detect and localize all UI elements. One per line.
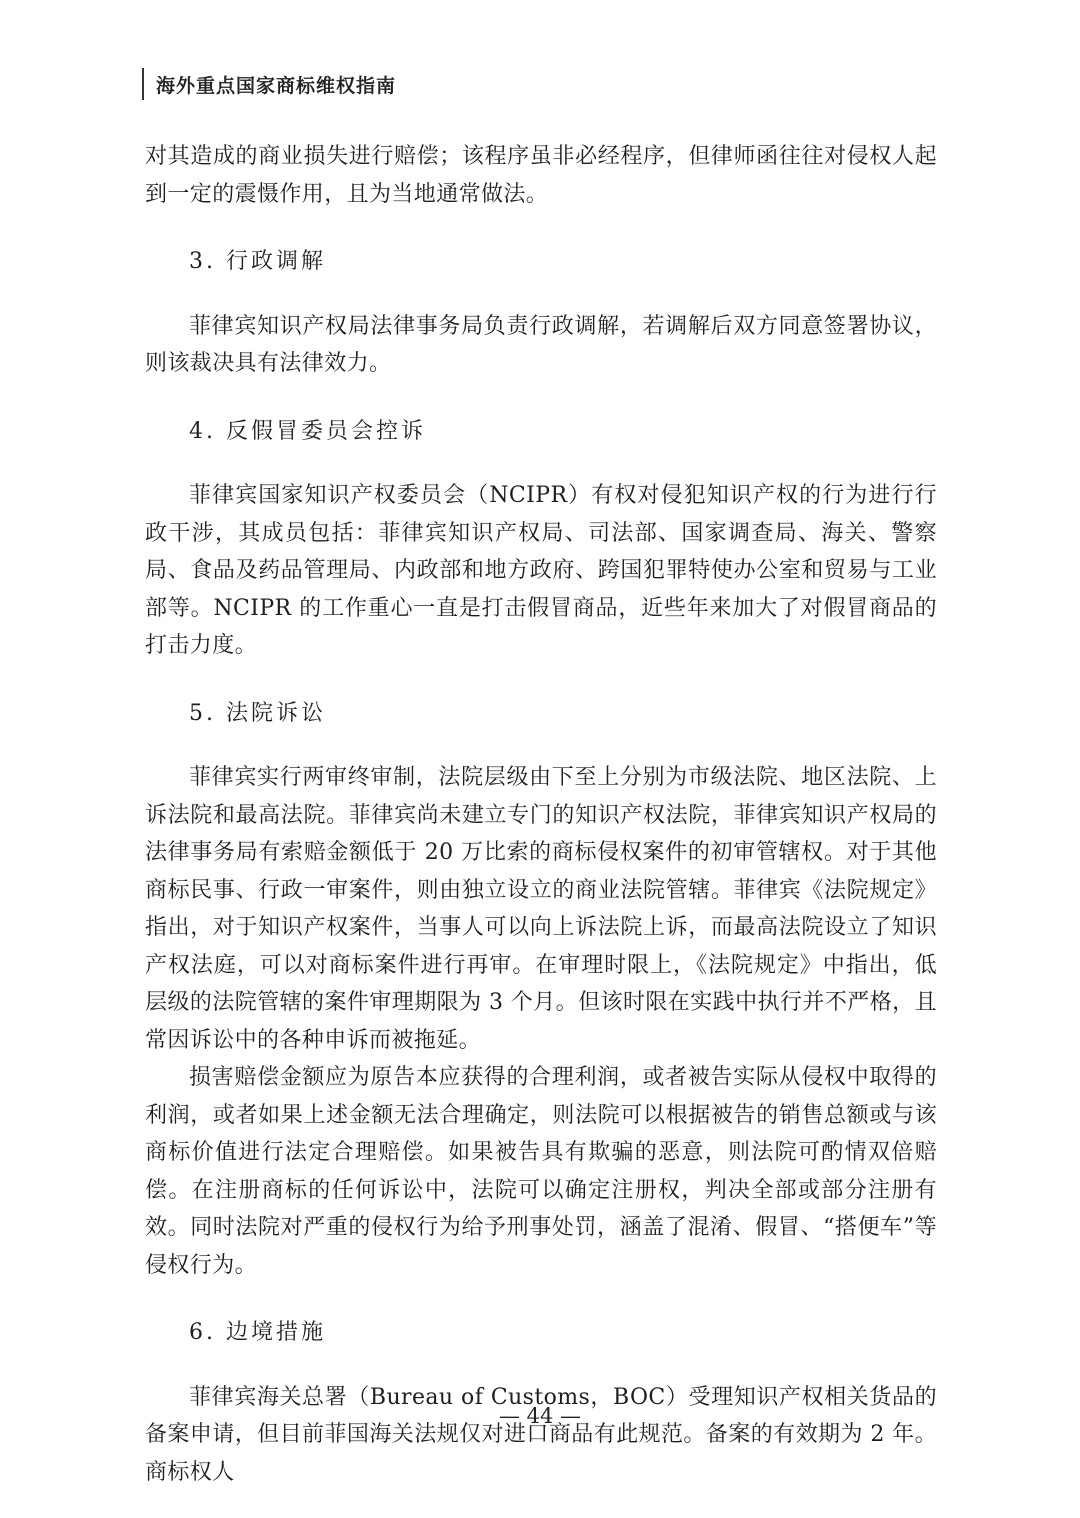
heading-administrative-mediation: 3. 行政调解 — [189, 249, 326, 274]
heading-border-measures: 6. 边境措施 — [189, 1320, 326, 1345]
heading-court-litigation: 5. 法院诉讼 — [189, 700, 326, 726]
paragraph-customs: 菲律宾海关总署（Bureau of Customs，BOC）受理知识产权相关货品的备案申请，但目前菲国海关法规仅对进口商品有此规范。备案的有效期为 2 年。商标权人 — [145, 1384, 937, 1485]
book-title: 海外重点国家商标维权指南 — [156, 74, 397, 97]
running-header — [142, 66, 396, 102]
heading-anti-counterfeiting-complaint: 4. 反假冒委员会控诉 — [189, 418, 426, 444]
page-number: — 44 — — [498, 1404, 582, 1428]
paragraph-damages: 损害赔偿金额应为原告本应获得的合理利润，或者被告实际从侵权中取得的利润，或者如果上述金额无法合理确定，则法院可以根据被告的销售总额或与该商标价值进行法定合理赔偿。如果被告具有欺骗的恶意，则法院可酌情双倍赔偿。在注册商标的任何诉讼中，法院可以确定注册权，判决全部或部分注册有效。同时法院对严重的侵权行为给予刑事处罚，涵盖了混淆、假冒、“搭便车”等侵权行为。 — [145, 1065, 937, 1278]
page-body — [145, 138, 937, 1491]
paragraph-continued: 对其造成的商业损失进行赔偿；该程序虽非必经程序，但律师函往往对侵权人起到一定的震慑作用，且为当地通常做法。 — [145, 144, 937, 207]
header-divider — [142, 68, 144, 100]
paragraph-ncipr: 菲律宾国家知识产权委员会（NCIPR）有权对侵犯知识产权的行为进行行政干涉，其成员包括：菲律宾知识产权局、司法部、国家调查局、海关、警察局、食品及药品管理局、内政部和地方政府、跨国犯罪特使办公室和贸易与工业部等。NCIPR 的工作重心一直是打击假冒商品，近些年来加大了对假冒商品的打击力度。 — [145, 483, 937, 658]
paragraph-mediation: 菲律宾知识产权局法律事务局负责行政调解，若调解后双方同意签署协议，则该裁决具有法律效力。 — [145, 313, 937, 376]
paragraph-court-system: 菲律宾实行两审终审制，法院层级由下至上分别为市级法院、地区法院、上诉法院和最高法院。菲律宾尚未建立专门的知识产权法院，菲律宾知识产权局的法律事务局有索赔金额低于 20 万比索的商标侵权案件的初审管辖权。对于其他商标民事、行政一审案件，则由独立设立的商业法院管辖。菲律宾《法院规定》指出，对于知识产权案件，当事人可以向上诉法院上诉，而最高法院设立了知识产权法庭，可以对商标案件进行再审。在审理时限上，《法院规定》中指出，低层级的法院管辖的案件审理期限为 3 个月。但该时限在实践中执行并不严格，且常因诉讼中的各种申诉而被拖延。 — [145, 765, 937, 1053]
